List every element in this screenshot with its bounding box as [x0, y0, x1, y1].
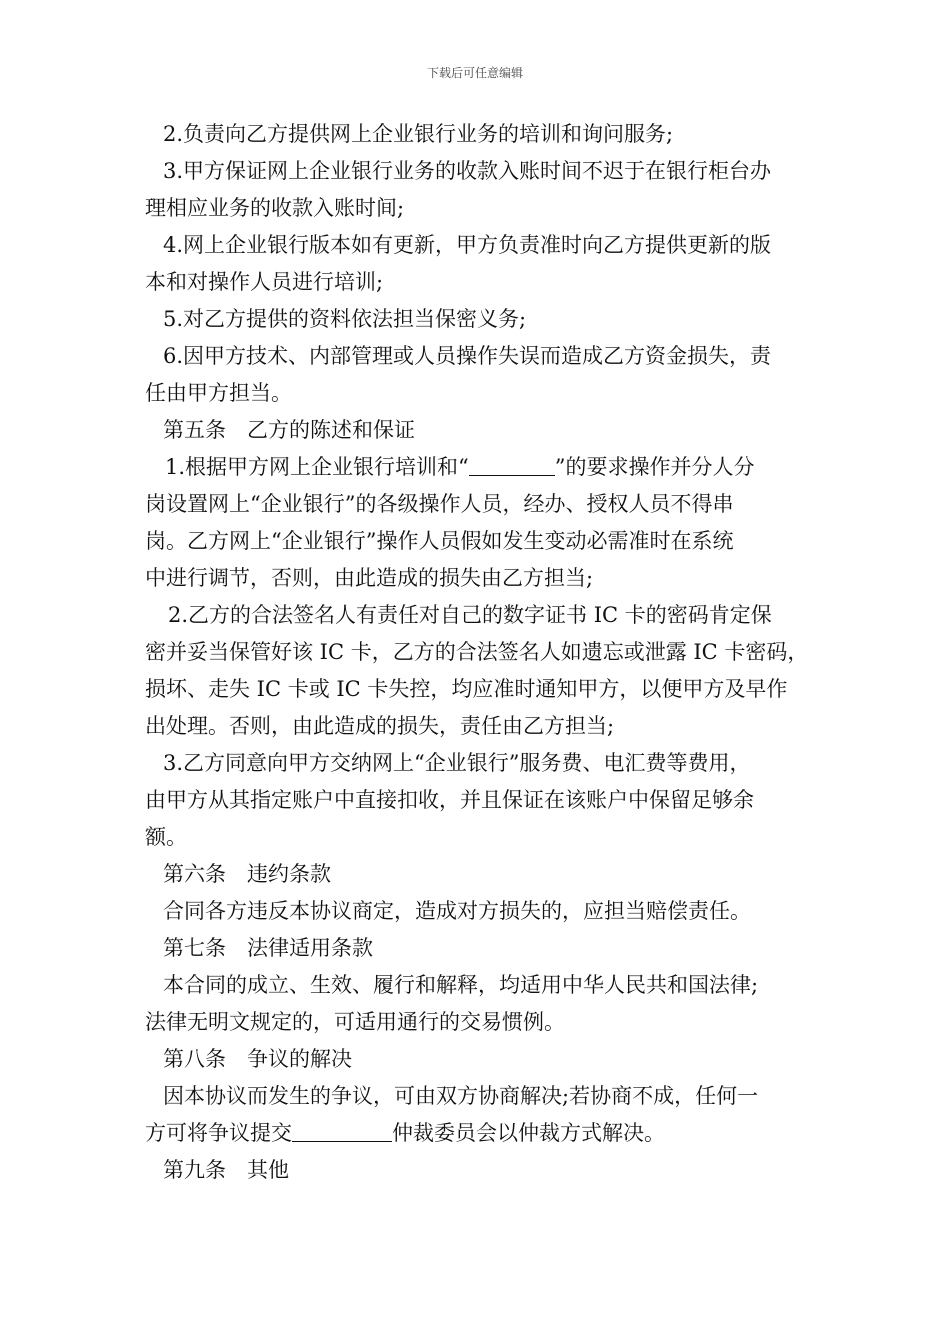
paragraph-line: 5.对乙方提供的资料依法担当保密义务;	[163, 307, 527, 331]
paragraph-line: 密并妥当保管好该 IC 卡，乙方的合法签名人如遗忘或泄露 IC 卡密码，	[145, 640, 809, 664]
line-text: 1.根据甲方网上企业银行培训和“	[165, 455, 469, 479]
paragraph-line	[145, 449, 813, 486]
paragraph-line: 由甲方从其指定账户中直接扣收，并且保证在该账户中保留足够余	[145, 788, 754, 812]
paragraph-line: 理相应业务的收款入账时间;	[145, 196, 405, 220]
paragraph-line: 本合同的成立、生效、履行和解释，均适用中华人民共和国法律;	[163, 973, 759, 997]
paragraph-line: 损坏、走失 IC 卡或 IC 卡失控，均应准时通知甲方，以便甲方及早作	[145, 677, 788, 701]
article-heading: 第八条 争议的解决	[163, 1047, 352, 1071]
paragraph-line: 2.负责向乙方提供网上企业银行业务的培训和询问服务;	[163, 122, 674, 146]
paragraph-line: 3.乙方同意向甲方交纳网上“企业银行”服务费、电汇费等费用，	[163, 751, 751, 775]
paragraph-line: 出处理。否则，由此造成的损失，责任由乙方担当;	[145, 714, 615, 738]
article-heading: 第九条 其他	[163, 1158, 289, 1182]
paragraph-line: 因本协议而发生的争议，可由双方协商解决;若协商不成，任何一	[163, 1084, 759, 1108]
line-text: 方可将争议提交	[145, 1121, 292, 1145]
paragraph-line: 任由甲方担当。	[145, 381, 292, 405]
paragraph-line: 6.因甲方技术、内部管理或人员操作失误而造成乙方资金损失，责	[163, 344, 772, 368]
paragraph-line: 法律无明文规定的，可适用通行的交易惯例。	[145, 1010, 565, 1034]
paragraph-line: 岗设置网上“企业银行”的各级操作人员，经办、授权人员不得串	[145, 492, 734, 516]
paragraph-line: 合同各方违反本协议商定，造成对方损失的，应担当赔偿责任。	[163, 899, 751, 923]
article-heading: 第六条 违约条款	[163, 862, 331, 886]
line-text: ”的要求操作并分人分	[554, 455, 755, 479]
line-text: 仲裁委员会以仲裁方式解决。	[392, 1121, 665, 1145]
paragraph-line: 岗。乙方网上“企业银行”操作人员假如发生变动必需准时在系统	[145, 529, 734, 553]
paragraph-line: 2.乙方的合法签名人有责任对自己的数字证书 IC 卡的密码肯定保	[168, 603, 772, 627]
article-heading: 第七条 法律适用条款	[163, 936, 373, 960]
document-body	[145, 116, 813, 1189]
fill-in-blank	[292, 1121, 392, 1142]
paragraph-line: 额。	[145, 825, 187, 849]
paragraph-line: 3.甲方保证网上企业银行业务的收款入账时间不迟于在银行柜台办	[163, 159, 772, 183]
paragraph-line	[145, 1115, 813, 1152]
page-header: 下载后可任意编辑	[426, 66, 523, 80]
paragraph-line: 中进行调节，否则，由此造成的损失由乙方担当;	[145, 566, 594, 590]
paragraph-line: 本和对操作人员进行培训;	[145, 270, 384, 294]
article-heading: 第五条 乙方的陈述和保证	[163, 418, 415, 442]
fill-in-blank	[469, 455, 555, 476]
paragraph-line: 4.网上企业银行版本如有更新，甲方负责准时向乙方提供更新的版	[163, 233, 772, 257]
